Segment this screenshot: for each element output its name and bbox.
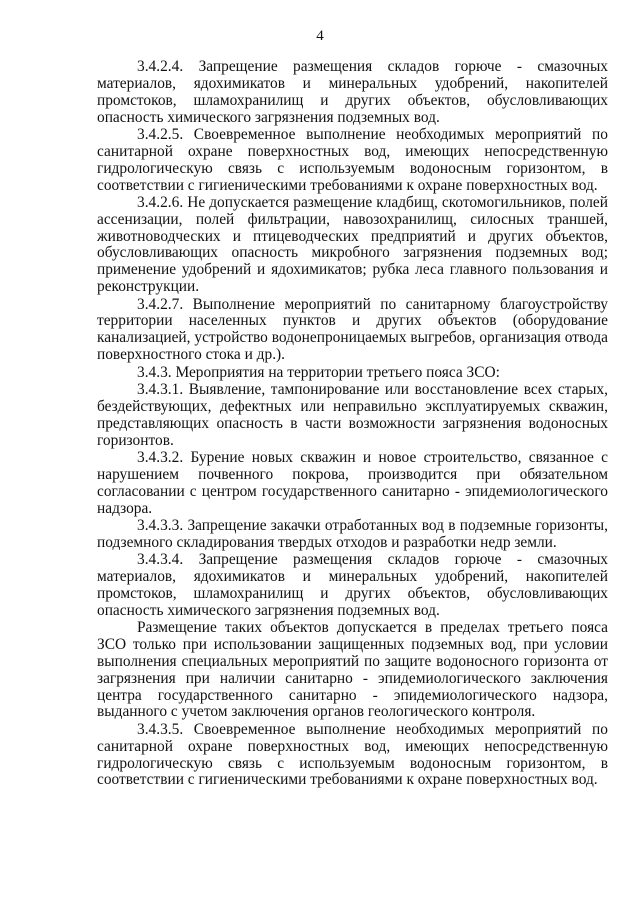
paragraph-3-4-2-4: 3.4.2.4. Запрещение размещения складов горюче - смазочных материалов, ядохимикатов и минеральных удобрений, накопителей промстоков, шламохранилищ и других объектов, обусловливающих опасность химического загрязнения подземных вод. xyxy=(97,58,608,126)
paragraph-3-4-2-7: 3.4.2.7. Выполнение мероприятий по санитарному благоустройству территории населенных пунктов и других объектов (оборудование канализацией, устройство водонепроницаемых выгребов, организация отвода поверхностного стока и др.). xyxy=(97,295,608,364)
paragraph-3-4-3-3: 3.4.3.3. Запрещение закачки отработанных вод в подземные горизонты, подземного складирования твердых отходов и разработки недр земли. xyxy=(97,516,608,551)
paragraph-3-4-2-5: 3.4.2.5. Своевременное выполнение необходимых мероприятий по санитарной охране поверхностных вод, имеющих непосредственную гидрологическую связь с используемым водоносным горизонтом, в соответствии с гигиеническими требованиями к охране поверхностных вод. xyxy=(97,125,608,194)
paragraph-placement-conditions: Размещение таких объектов допускается в пределах третьего пояса ЗСО только при использовании защищенных подземных вод, при условии выполнения специальных мероприятий по защите водоносного горизонта от загрязнения при наличии санитарно - эпидемиологического заключения центра государственного санитарно - эпидемиологического надзора, выданного с учетом заключения органов геологического контроля. xyxy=(97,619,608,721)
paragraph-3-4-3-2: 3.4.3.2. Бурение новых скважин и новое строительство, связанное с нарушением почвенного покрова, производится при обязательном согласовании с центром государственного санитарно - эпидемиологического надзора. xyxy=(97,448,608,517)
paragraph-3-4-3-4: 3.4.3.4. Запрещение размещения складов горюче - смазочных материалов, ядохимикатов и минеральных удобрений, накопителей промстоков, шламохранилищ и других объектов, обусловливающих опасность химического загрязнения подземных вод. xyxy=(97,551,608,619)
paragraph-3-4-3-5: 3.4.3.5. Своевременное выполнение необходимых мероприятий по санитарной охране поверхностных вод, имеющих непосредственную гидрологическую связь с используемым водоносным горизонтом, в соответствии с гигиеническими требованиями к охране поверхностных вод. xyxy=(97,720,608,789)
page-number: 4 xyxy=(316,28,324,44)
paragraph-3-4-2-6: 3.4.2.6. Не допускается размещение кладбищ, скотомогильников, полей ассенизации, полей фильтрации, навозохранилищ, силосных траншей, животноводческих и птицеводческих предприятий и других объектов, обусловливающих опасность микробного загрязнения подземных вод; применение удобрений и ядохимикатов; рубка леса главного пользования и реконструкции. xyxy=(97,193,608,296)
paragraph-3-4-3-1: 3.4.3.1. Выявление, тампонирование или восстановление всех старых, бездействующих, дефектных или неправильно эксплуатируемых скважин, представляющих опасность в части возможности загрязнения водоносных горизонтов. xyxy=(97,381,608,449)
paragraph-3-4-3-heading: 3.4.3. Мероприятия на территории третьего пояса ЗСО: xyxy=(137,363,500,381)
document-body xyxy=(97,59,608,789)
